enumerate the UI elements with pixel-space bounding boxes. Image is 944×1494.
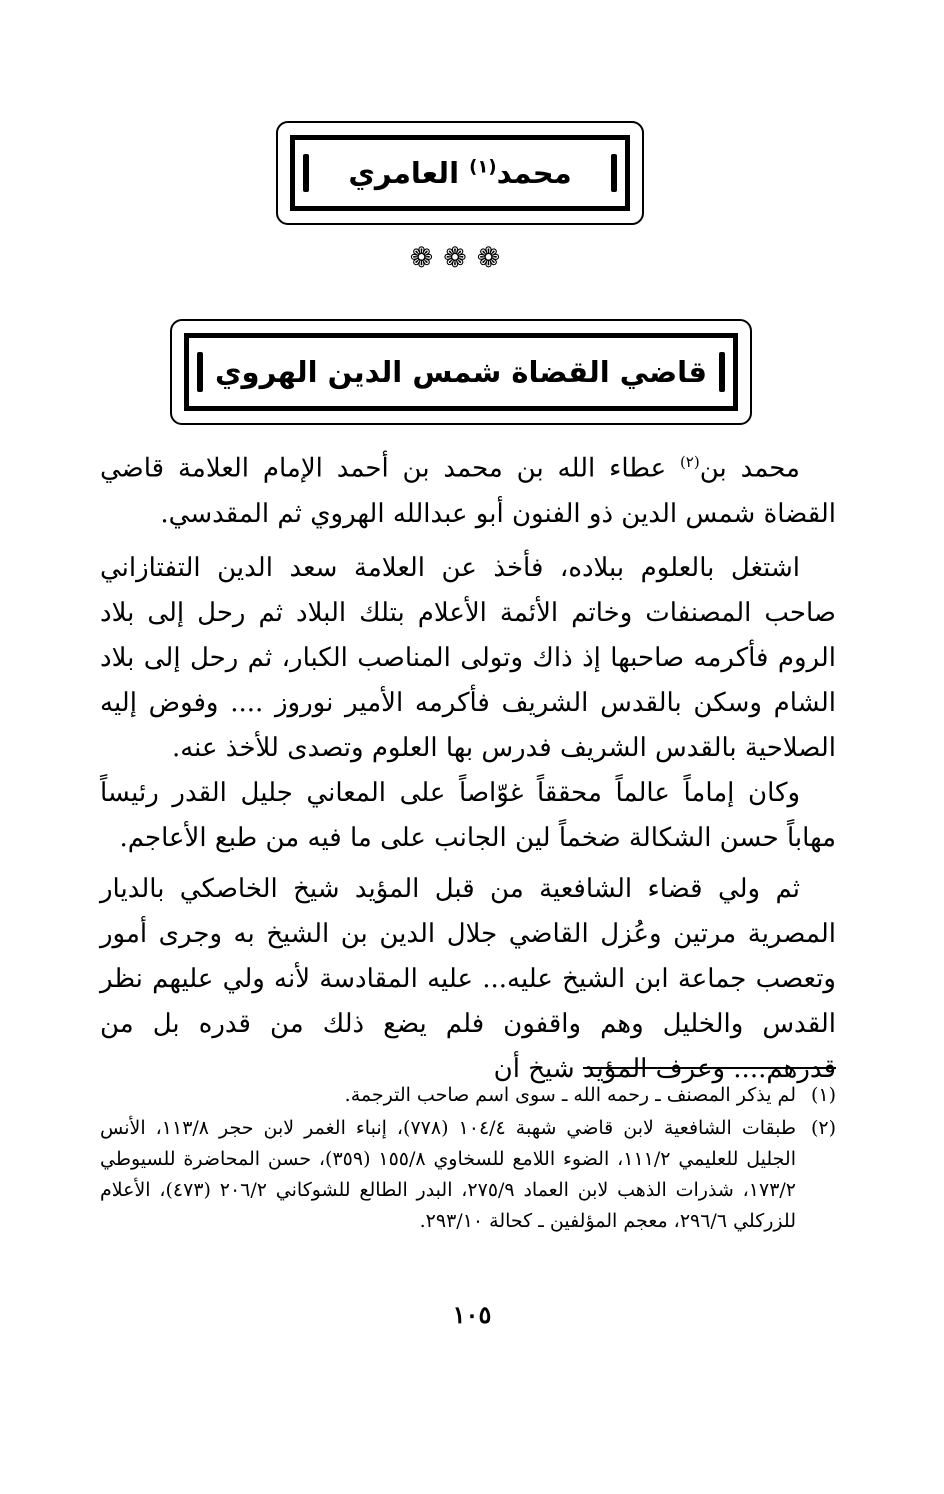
title-footnote-ref: (١) xyxy=(469,156,497,178)
footnote-1-text: لم يذكر المصنف ـ رحمه الله ـ سوى اسم صاحب الترجمة. xyxy=(344,1084,796,1106)
paragraph-2-text: اشتغل بالعلوم ببلاده، فأخذ عن العلامة سعد الدين التفتازاني صاحب المصنفات وخاتم الأئمة الأعلام بتلك البلاد ثم رحل إلى بلاد الروم فأكرمه صاحبها إذ ذاك وتولى المناصب الكبار، ثم رحل إلى بلاد الشام وسكن بالقدس الشريف فأكرمه الأمير نوروز .... وفوض إليه الصلاحية بالقدس الشريف فدرس بها العلوم وتصدى للأخذ عنه. xyxy=(100,553,836,763)
paragraph-1-start: محمد بن xyxy=(699,453,800,484)
paragraph-3-text: وكان إماماً عالماً محققاً غوّاصاً على المعاني جليل القدر رئيساً مهاباً حسن الشكالة ضخماً لين الجانب على ما فيه من طبع الأعاجم. xyxy=(100,778,836,853)
footnote-2-text: طبقات الشافعية لابن قاضي شهبة ١٠٤/٤ (٧٧٨)، إنباء الغمر لابن حجر ١١٣/٨، الأنس الجليل للعليمي ١١١/٢، الضوء اللامع للسخاوي ١٥٥/٨ (٣٥٩)، حسن المحاضرة للسيوطي ١٧٣/٢، شذرات الذهب لابن العماد ٢٧٥/٩، البدر الطالع للشوكاني ٢٠٦/٢ (٤٧٣)، الأعلام للزركلي ٢٩٦/٦، معجم المؤلفين ـ كحالة ٢٩٣/١٠. xyxy=(100,1117,797,1232)
title-frame xyxy=(276,121,644,225)
title-frame-inner xyxy=(290,135,630,211)
footnote-1-number: (١) xyxy=(810,1084,836,1106)
subtitle-title: قاضي القضاة شمس الدين الهروي xyxy=(214,355,708,389)
paragraph-4 xyxy=(100,867,836,1092)
footnote-separator xyxy=(583,1067,836,1069)
paragraph-1 xyxy=(100,440,836,537)
title-name: محمد xyxy=(496,156,572,190)
footnote-ref-2: (٢) xyxy=(679,453,700,471)
subtitle-frame xyxy=(170,319,752,425)
paragraph-1-rest: عطاء الله بن محمد بن أحمد الإمام العلامة قاضي القضاة شمس الدين ذو الفنون أبو عبدالله الهروي ثم المقدسي. xyxy=(100,453,836,529)
footnote-2 xyxy=(100,1113,836,1237)
paragraph-2 xyxy=(100,546,836,771)
page-number: ١٠٥ xyxy=(452,1300,492,1329)
footnote-1 xyxy=(100,1080,836,1111)
paragraph-4-text: ثم ولي قضاء الشافعية من قبل المؤيد شيخ الخاصكي بالديار المصرية مرتين وعُزل القاضي جلال الدين بن الشيخ به وجرى أمور وتعصب جماعة ابن الشيخ عليه... عليه المقادسة لأنه ولي عليهم نظر القدس والخليل وهم واقفون فلم يضع ذلك من قدره بل من قدرهم.... وعرف المؤيد شيخ أن xyxy=(100,874,836,1084)
footnote-2-number: (٢) xyxy=(810,1117,836,1139)
paragraph-3 xyxy=(100,771,836,861)
title-rest: العامري xyxy=(348,156,460,190)
biography-title xyxy=(348,156,571,190)
ornament-divider: ❁❁❁ xyxy=(409,241,511,274)
subtitle-frame-inner xyxy=(184,333,738,411)
